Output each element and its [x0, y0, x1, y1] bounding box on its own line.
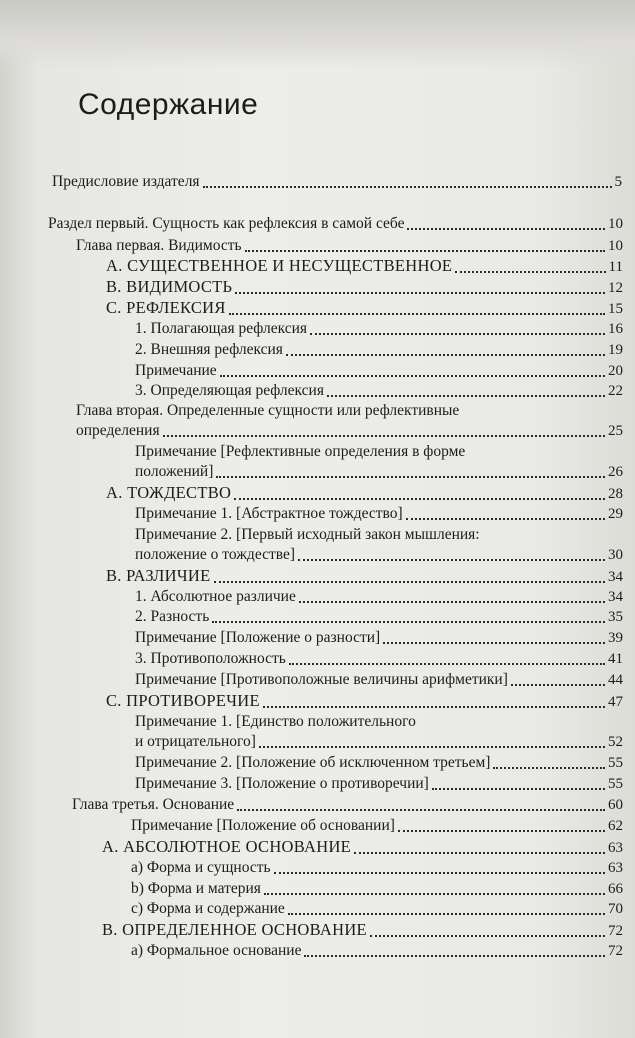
toc-page-number: 41 [608, 651, 623, 667]
toc-leader-dots [163, 435, 605, 437]
toc-entry-chapter-3 [72, 795, 623, 815]
toc-entry-text: Глава третья. Основание [72, 796, 235, 813]
toc-leader-dots [212, 621, 605, 623]
toc-page-number: 72 [608, 943, 623, 959]
toc-page-number: 30 [608, 547, 623, 563]
toc-entry-note-unity-line1: Примечание 1. [Единство положительного [135, 713, 416, 730]
toc-leader-dots [214, 581, 606, 583]
toc-leader-dots [455, 271, 605, 273]
toc-entry-note [135, 361, 623, 381]
toc-page-number: 25 [608, 423, 623, 439]
toc-entry-note-abstract-identity [135, 504, 623, 524]
toc-page-number: 28 [608, 486, 623, 502]
toc-leader-dots [263, 706, 605, 708]
toc-entry-text: А. ТОЖДЕСТВО [106, 483, 232, 502]
toc-page-number: 34 [608, 569, 623, 585]
toc-leader-dots [304, 955, 605, 957]
toc-page-number: 34 [608, 589, 623, 605]
toc-entry-chapter-2-line1: Глава вторая. Определенные сущности или рефлективные [76, 402, 460, 419]
toc-entry-note-arithmetic [135, 670, 623, 690]
toc-entry-text: В. ОПРЕДЕЛЕННОЕ ОСНОВАНИЕ [102, 920, 367, 939]
toc-entry-note-first-law-line1: Примечание 2. [Первый исходный закон мышления: [135, 526, 480, 543]
toc-leader-dots [237, 809, 605, 811]
toc-leader-dots [216, 476, 605, 478]
toc-leader-dots [432, 788, 605, 790]
toc-leader-dots [398, 830, 605, 832]
toc-page-number: 19 [608, 342, 623, 358]
toc-entry-chapter-2 [76, 421, 623, 441]
toc-entry-text: a) Форма и сущность [131, 859, 271, 876]
toc-page-number: 47 [608, 694, 623, 710]
toc-entry-text: Примечание 2. [Положение об исключенном третьем] [135, 754, 491, 771]
toc-entry-text: Примечание [135, 362, 217, 379]
toc-leader-dots [383, 642, 605, 644]
toc-page-number: 16 [608, 321, 623, 337]
toc-entry-text: Примечание [Противоположные величины арифметики] [135, 671, 508, 688]
toc-entry-text: В. РАЗЛИЧИЕ [106, 566, 211, 585]
toc-entry-b-difference [106, 566, 623, 587]
toc-entry-a-essential [106, 256, 623, 277]
toc-leader-dots [493, 767, 605, 769]
toc-page-number: 20 [608, 363, 623, 379]
toc-leader-dots [370, 935, 605, 937]
toc-page-number: 10 [608, 238, 623, 254]
toc-entry-text: 3. Определяющая рефлексия [135, 382, 324, 399]
toc-entry-text: 1. Абсолютное различие [135, 588, 296, 605]
toc-page-number: 26 [608, 464, 623, 480]
toc-entry-text: С. ПРОТИВОРЕЧИЕ [106, 691, 260, 710]
toc-entry-text: Предисловие издателя [52, 173, 200, 190]
toc-entry-text: и отрицательного] [135, 733, 256, 750]
toc-page-number: 5 [614, 174, 622, 190]
toc-page-number: 12 [608, 280, 623, 296]
toc-entry-text: Глава первая. Видимость [76, 237, 242, 254]
toc-page-number: 66 [608, 881, 623, 897]
toc-entry-note-reflective-line1: Примечание [Рефлективные определения в форме [135, 443, 466, 460]
toc-entry-text: 1. Полагающая рефлексия [135, 320, 308, 337]
toc-entry-opposition [135, 649, 623, 669]
toc-leader-dots [220, 375, 605, 377]
toc-page-number: 70 [608, 901, 623, 917]
toc-entry-form-essence [131, 858, 623, 878]
toc-page-number: 44 [608, 672, 623, 688]
toc-leader-dots [259, 746, 605, 748]
toc-leader-dots [274, 872, 605, 874]
toc-page-number: 35 [608, 609, 623, 625]
toc-entry-text: b) Форма и материя [131, 880, 261, 897]
toc-entry-text: С. РЕФЛЕКСИЯ [106, 298, 226, 317]
toc-leader-dots [229, 313, 605, 315]
toc-entry-text: А. СУЩЕСТВЕННОЕ И НЕСУЩЕСТВЕННОЕ [106, 256, 453, 275]
toc-leader-dots [511, 684, 605, 686]
toc-entry-c-reflection [106, 298, 623, 319]
toc-page-number: 11 [608, 259, 623, 275]
toc-page-number: 72 [608, 923, 623, 939]
toc-entry-note-excluded-middle [135, 753, 623, 773]
toc-page-number: 62 [608, 818, 623, 834]
toc-leader-dots [327, 395, 605, 397]
toc-entry-note-contradiction [135, 774, 623, 794]
toc-entry-note-first-law [135, 545, 623, 565]
toc-entry-text: Примечание 3. [Положение о противоречии] [135, 775, 429, 792]
toc-entry-positing-reflection [135, 319, 623, 339]
toc-leader-dots [310, 333, 605, 335]
toc-page-number: 39 [608, 630, 623, 646]
page-title: Содержание [78, 88, 259, 121]
toc-leader-dots [298, 559, 605, 561]
toc-page-number: 55 [608, 776, 623, 792]
toc-leader-dots [354, 852, 605, 854]
toc-entry-text: Раздел первый. Сущность как рефлексия в самой себе [48, 215, 405, 232]
toc-page-number: 63 [608, 860, 623, 876]
toc-leader-dots [286, 354, 605, 356]
toc-entry-form-matter [131, 879, 623, 899]
toc-entry-section-1 [48, 214, 623, 234]
toc-page-number: 63 [608, 840, 623, 856]
toc-entry-text: 2. Разность [135, 608, 210, 625]
toc-leader-dots [407, 228, 605, 230]
toc-entry-determining-reflection [135, 381, 623, 401]
toc-entry-form-content [131, 899, 623, 919]
toc-leader-dots [234, 498, 605, 500]
toc-entry-c-contradiction [106, 691, 623, 712]
toc-leader-dots [288, 913, 605, 915]
toc-page-number: 29 [608, 506, 623, 522]
toc-entry-preface [52, 172, 622, 192]
toc-entry-note-reflective [135, 462, 623, 482]
toc-entry-text: определения [76, 422, 160, 439]
toc-leader-dots [289, 663, 605, 665]
toc-entry-a-absolute-ground [102, 837, 623, 858]
toc-entry-text: В. ВИДИМОСТЬ [106, 277, 233, 296]
toc-entry-text: 2. Внешняя рефлексия [135, 341, 283, 358]
toc-entry-b-determinate-ground [102, 920, 623, 941]
toc-entry-note-ground [131, 816, 623, 836]
toc-entry-text: положение о тождестве] [135, 546, 296, 563]
toc-entry-formal-ground [131, 941, 623, 961]
toc-entry-text: положений] [135, 463, 214, 480]
toc-page-number: 15 [608, 301, 623, 317]
toc-leader-dots [235, 292, 605, 294]
toc-leader-dots [203, 186, 612, 188]
toc-entry-note-diversity [135, 628, 623, 648]
toc-leader-dots [245, 250, 605, 252]
toc-entry-a-identity [106, 483, 623, 504]
toc-leader-dots [299, 601, 605, 603]
toc-entry-note-unity [135, 732, 623, 752]
toc-leader-dots [264, 893, 605, 895]
toc-page-number: 60 [608, 797, 623, 813]
toc-page-number: 10 [608, 216, 623, 232]
toc-entry-text: Примечание [Положение об основании] [131, 817, 395, 834]
toc-entry-diversity [135, 607, 623, 627]
toc-entry-text: А. АБСОЛЮТНОЕ ОСНОВАНИЕ [102, 837, 352, 856]
toc-entry-text: 3. Противоположность [135, 650, 286, 667]
toc-entry-text: Примечание 1. [Абстрактное тождество] [135, 505, 403, 522]
toc-entry-b-appearance [106, 277, 623, 298]
toc-leader-dots [406, 518, 605, 520]
toc-entry-text: с) Форма и содержание [131, 900, 285, 917]
toc-entry-chapter-1 [76, 236, 623, 256]
toc-entry-external-reflection [135, 340, 623, 360]
toc-page-number: 22 [608, 383, 623, 399]
toc-entry-text: a) Формальное основание [131, 942, 302, 959]
toc-entry-absolute-difference [135, 587, 623, 607]
toc-entry-text: Примечание [Положение о разности] [135, 629, 381, 646]
toc-page-number: 52 [608, 734, 623, 750]
toc-page-number: 55 [608, 755, 623, 771]
